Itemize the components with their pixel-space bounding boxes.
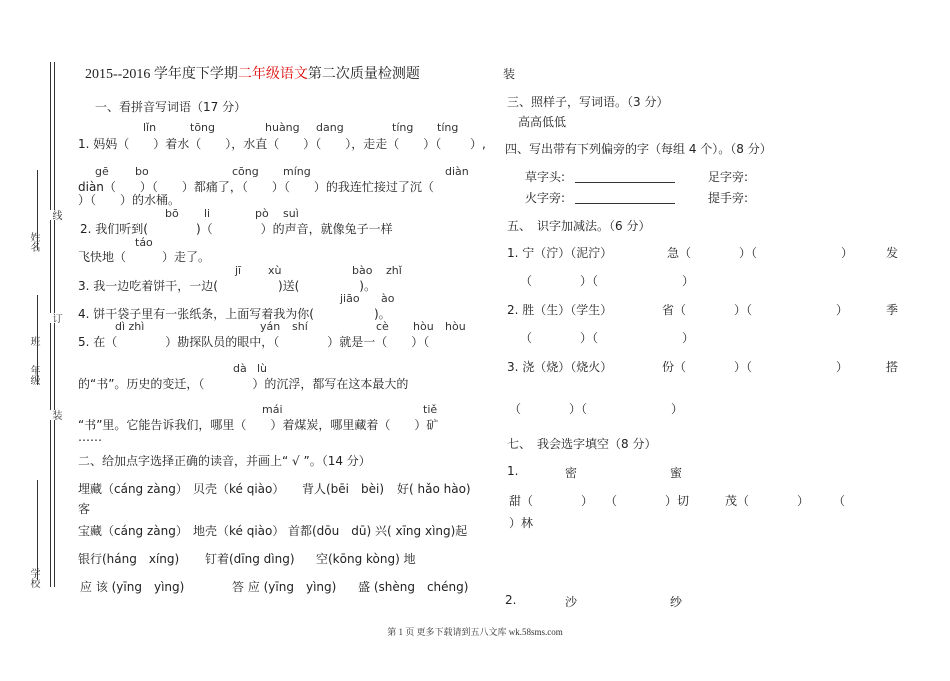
pinyin: huàng (265, 121, 300, 134)
section2-heading: 二、给加点字选择正确的读音，并画上“ √ ”。（14 分） (78, 454, 371, 468)
pinyin: lù (257, 362, 268, 375)
char-row-cont: （ ）（ ） (520, 331, 695, 345)
school-blank (37, 480, 38, 580)
char-row: 省（ ）（ ） (662, 303, 849, 317)
q3-line: 3. 我一边吃着饼干，一边( )送( )。 (78, 279, 376, 293)
pinyin: bào (352, 264, 373, 277)
radical-label: 草字头: (525, 170, 566, 184)
pinyin: míng (283, 165, 311, 178)
q5-line4: …… (78, 430, 102, 444)
char-row: 季 (886, 303, 899, 317)
char-row: 3. 浇（烧）（烧火） (507, 360, 613, 374)
reading-choice[interactable]: 背人(bēi bèi) (302, 482, 385, 496)
q1-line3: ）（ ）的水桶。 (78, 193, 181, 207)
fill-row-cont: ）林 (509, 516, 534, 530)
reading-choice[interactable]: 银行(háng xíng) (78, 552, 180, 566)
q1-line: 1. 妈妈（ ）着水（ ），水直（ ）（ ），走走（ ）（ (78, 137, 442, 151)
pinyin: zhǐ (386, 264, 402, 277)
page-title: 2015--2016 学年度下学期二年级语文第二次质量检测题 (85, 67, 420, 82)
page-footer: 第 1 页 更多下载请到五八文库 wk.58sms.com (387, 627, 563, 637)
ding-label: 订 (50, 313, 61, 323)
q-number: 2. (505, 593, 517, 607)
reading-choice[interactable]: 钉着(dīng dìng) (205, 552, 295, 566)
pinyin: bō (165, 207, 179, 220)
section7-heading: 七、 我会选字填空（8 分） (507, 437, 657, 451)
q1-line-end: ）, (470, 137, 486, 151)
q2-line: 2. 我们听到( )（ ）的声音，就像兔子一样 (80, 222, 393, 236)
q5-line: 5. 在（ ）勘探队员的眼中，（ ）就是一（ ）（ (78, 335, 430, 349)
reading-choice-cont: 客 (78, 502, 91, 516)
pinyin: hòu (413, 320, 434, 333)
pinyin: dì zhì (115, 320, 145, 333)
reading-choice[interactable]: 首都(dōu dū) (288, 524, 372, 538)
pinyin: mái (262, 403, 283, 416)
q2-line2: 飞快地（ ）走了。 (78, 250, 211, 264)
pinyin: dà (233, 362, 247, 375)
choice-char: 密 (565, 466, 578, 480)
fill-row: 甜（ ） （ ）切 茂（ ） （ (509, 494, 846, 508)
char-row: 1. 宁（泞）（泥泞） (507, 246, 613, 260)
char-row: 急（ ）（ ） (667, 246, 854, 260)
char-row: 份（ ）（ ） (662, 360, 849, 374)
name-label: 姓名 (28, 232, 39, 252)
pinyin: ào (381, 292, 395, 305)
radical-label: 足字旁: (708, 170, 749, 184)
reading-choice[interactable]: 宝藏（cáng zàng） (78, 524, 188, 538)
reading-choice[interactable]: 空(kōng kòng) 地 (316, 552, 416, 566)
reading-choice[interactable]: 应 该 (yīng yìng) (80, 580, 185, 594)
line-label: 线 (50, 210, 61, 220)
char-row-cont: （ ）（ ） (509, 402, 684, 416)
pinyin: táo (135, 236, 153, 249)
q5-line2: 的“书”。历史的变迁，（ ）的沉浮，都写在这本最大的 (78, 377, 409, 391)
pinyin: tiě (423, 403, 438, 416)
school-label: 学校 (28, 568, 39, 588)
section4-heading: 四、写出带有下列偏旁的字（每组 4 个）。（8 分） (505, 142, 772, 156)
zhuang-mark: 装 (503, 67, 516, 81)
pinyin: jī (235, 264, 242, 277)
q-number: 1. (507, 464, 519, 478)
section3-heading: 三、照样子，写词语。（3 分） (507, 95, 669, 109)
answer-blank[interactable] (575, 203, 675, 204)
pinyin: hòu (445, 320, 466, 333)
reading-choice[interactable]: 答 应 (yīng yìng) (232, 580, 337, 594)
pinyin: tíng (392, 121, 414, 134)
answer-blank[interactable] (575, 182, 675, 183)
pinyin: gē (95, 165, 109, 178)
char-row: 发 (886, 246, 899, 260)
binding-line-1 (50, 62, 51, 587)
pinyin: shí (292, 320, 308, 333)
radical-label: 火字旁: (525, 191, 566, 205)
q4-line: 4. 饼干袋子里有一张纸条，上面写着我为你( )。 (78, 307, 391, 321)
binding-line-2 (54, 62, 55, 587)
choice-char: 纱 (670, 595, 683, 609)
pinyin: xù (268, 264, 282, 277)
pinyin: li (204, 207, 211, 220)
radical-label: 提手旁: (708, 191, 749, 205)
pinyin: dang (316, 121, 344, 134)
q1-line2: diàn（ ）（ ）都痛了，（ ）（ ）的我连忙接过了沉（ (78, 180, 434, 194)
char-row: 2. 胜（生）（学生） (507, 303, 613, 317)
pinyin: lǐn (143, 121, 157, 134)
pinyin: cōng (232, 165, 259, 178)
section1-heading: 一、看拼音写词语（17 分） (95, 100, 247, 114)
grade-label: 年级 (28, 365, 39, 385)
char-row: 搭 (886, 360, 899, 374)
pinyin: tíng (437, 121, 459, 134)
pinyin: jiāo (340, 292, 360, 305)
section5-heading: 五、 识字加减法。（6 分） (507, 219, 651, 233)
reading-choice[interactable]: 埋藏（cáng zàng） (78, 482, 188, 496)
char-row-cont: （ ）（ ） (520, 274, 695, 288)
reading-choice[interactable]: 地壳（ké qiào） (193, 524, 285, 538)
pinyin: cè (376, 320, 389, 333)
pinyin: suì (283, 207, 299, 220)
pinyin: pò (255, 207, 269, 220)
pinyin: yán (260, 320, 281, 333)
pinyin: tōng (190, 121, 215, 134)
reading-choice[interactable]: 盛 (shèng chéng) (358, 580, 469, 594)
section3-example: 高高低低 (518, 115, 567, 129)
pinyin: bo (135, 165, 149, 178)
q5-line3: “书”里。它能告诉我们，哪里（ ）着煤炭，哪里藏着（ ）矿 (78, 418, 439, 432)
choice-char: 蜜 (670, 466, 683, 480)
pinyin: diàn (445, 165, 469, 178)
reading-choice[interactable]: 贝壳（ké qiào） (193, 482, 285, 496)
zhuang-label: 装 (50, 410, 61, 420)
ban-label: 班 (28, 336, 39, 346)
reading-choice[interactable]: 好( hǎo hào) (397, 482, 471, 496)
choice-char: 沙 (565, 595, 578, 609)
reading-choice[interactable]: 兴( xīng xìng)起 (375, 524, 468, 538)
